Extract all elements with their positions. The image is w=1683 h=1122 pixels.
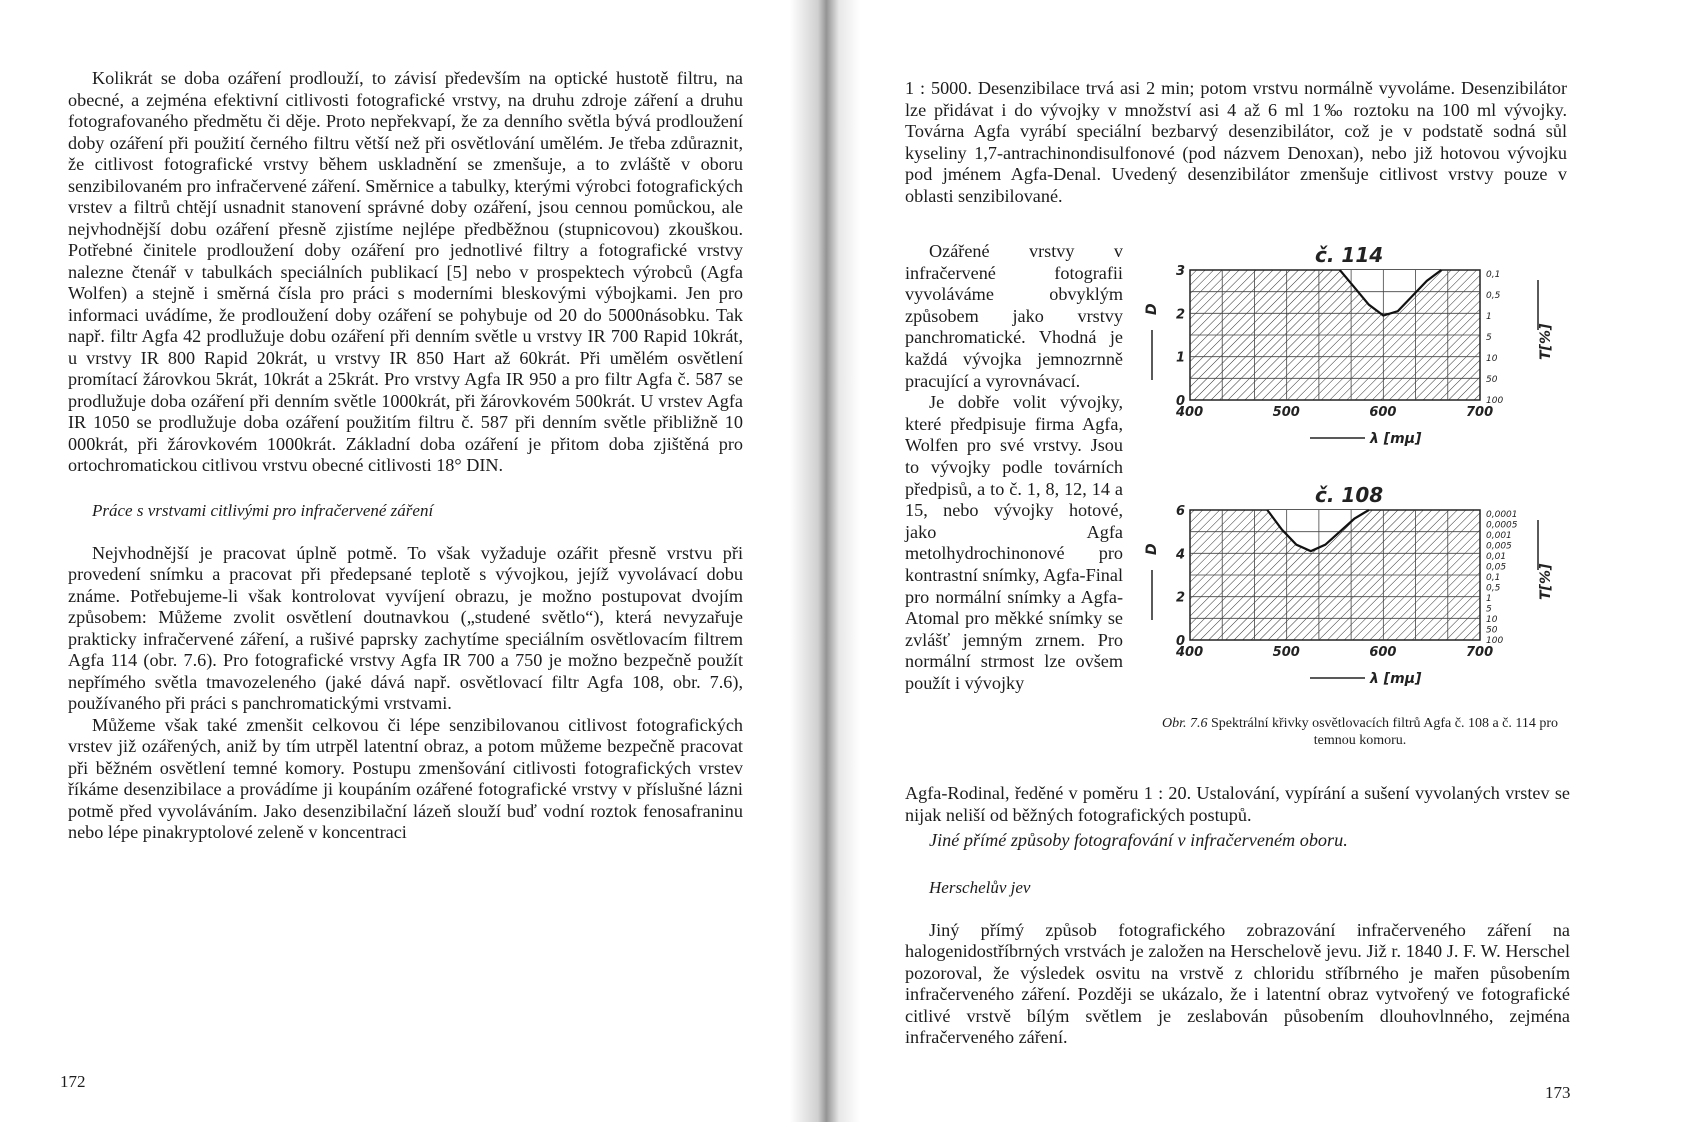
right-tick-label: 0,01 [1486,552,1507,562]
chart-title: č. 108 [1315,483,1384,507]
figure-caption [1140,715,1580,749]
right-page-number: 173 [1545,1083,1571,1102]
y-axis-label: D [1144,303,1160,315]
left-section-heading: Práce s vrstvami citlivými pro infračervené záření [92,500,434,520]
figure-caption-text: Spektrální křivky osvětlovacích filtrů Agfa č. 108 a č. 114 pro temnou komoru. [1210,716,1559,748]
right-wrap-paragraph-1: Ozářené vrstvy v infračervené fotografii vyvoláváme obvyklým způsobem jako vrstvy panchromatické. Vhodná je každá vývojka jemnozrnně pracující a vyrovnávací. [905,241,1123,391]
right-last-paragraph: Jiný přímý způsob fotografického zobrazování infračerveného záření na halogenidostříbrných vrstvách je založen na Herschelově jevu. Již r. 1840 J. F. W. Herschel pozoroval, že výsledek osvitu na vrstvě z chloridu stříbrného je mařen působením infračerveného záření. Později se ukázalo, že i latentní obraz vytvořený ve fotografické citlivé vrstvě bílým světlem je zeslabován působením dlouhovlnného, zejména infračerveného záření. [905,919,1570,1047]
right-tick-label: 5 [1486,604,1492,615]
chart-114 [1144,243,1554,447]
x-tick-label: 700 [1466,405,1494,420]
right-tick-label: 100 [1486,396,1504,406]
y-tick-label: 2 [1176,307,1186,323]
y-tick-label: 4 [1176,547,1186,563]
y-tick-label: 2 [1176,590,1186,606]
book-gutter [790,0,860,1122]
x-tick-label: 500 [1272,645,1300,660]
right-tick-label: 0,0005 [1486,520,1518,531]
left-paragraph-3: Můžeme však také zmenšit celkovou či lépe senzibilovanou citlivost fotografických vrstev již ozářených, aniž by tím utrpěl latentní obraz, a potom můžeme bezpečně pracovat při běžném osvětlení temné komory. Postupu zmenšování citlivosti fotografických vrstev říkáme desenzibilace a provádíme ji koupáním ozářené fotografické vrstvy v příslušné lázni potmě před vyvoláváním. Jako desenzibilační lázeň slouží buď vodní roztok fenosafraninu nebo lépe pinakryptolové zeleně v koncentraci [68,714,743,842]
y-tick-label: 3 [1176,264,1186,279]
right-tick-label: 0,5 [1486,291,1501,301]
y-tick-label: 0 [1176,634,1186,649]
x-tick-label: 600 [1369,645,1397,660]
right-tick-label: 0,1 [1486,270,1501,280]
y-tick-label: 1 [1176,350,1186,366]
right-wrap-paragraph-2: Je dobře volit vývojky, které předpisuje firma Agfa, Wolfen pro své vrstvy. Jsou to vývojky podle továrních předpisů, a to č. 1, 8, 12, 14 a 15, nebo vývojky hotové, jako Agfa metolhydrochinonové pro kontrastní snímky, Agfa-Final pro normální snímky a Agfa-Atomal pro měkké snímky se zvlášť jemným zrnem. Pro normální strmost lze ovšem použít i vývojky [905,392,1123,693]
right-tick-label: 0,1 [1486,573,1501,583]
y-axis-label: D [1144,543,1160,555]
right-axis-label: T[%] [1538,563,1554,600]
right-tick-label: 1 [1486,594,1492,604]
chart-108 [1144,483,1554,687]
right-axis-label: T[%] [1538,323,1554,360]
right-tick-label: 100 [1486,636,1504,646]
x-axis-label: λ [mμ] [1370,671,1422,687]
right-tick-label: 5 [1486,333,1492,343]
y-tick-label: 6 [1176,504,1186,519]
right-lead-paragraph: 1 : 5000. Desenzibilace trvá asi 2 min; potom vrstvu normálně vyvoláme. Desenzibilátor lze přidávat i do vývojky v množství asi 4 až 6 ml 1‰ roztoku na 100 ml vývojky. Továrna Agfa vyrábí speciální bezbarvý desenzibilátor, což je v podstatě sodná sůl kyseliny 1,7-antrachinondisulfonové (pod názvem Denoxan), nebo již hotovou vývojku pod jménem Agfa-Denal. Uvedený desenzibilátor zmenšuje citlivost vrstvy pouze v oblasti senzibilované. [905,78,1567,206]
spectral-curves-figure [1144,240,1580,720]
right-tail-paragraph: Agfa-Rodinal, ředěné v poměru 1 : 20. Ustalování, vypírání a sušení vyvolaných vrstev se nijak neliší od běžných fotografických postupů. [905,783,1570,825]
x-tick-label: 400 [1176,645,1204,660]
x-tick-label: 500 [1272,405,1300,420]
x-tick-label: 600 [1369,405,1397,420]
right-tick-label: 0,05 [1486,562,1507,573]
left-page-number: 172 [60,1072,86,1091]
right-tick-label: 50 [1486,625,1498,636]
right-tick-label: 0,5 [1486,583,1501,594]
chart-title: č. 114 [1315,243,1384,267]
right-tick-label: 0,001 [1486,531,1512,541]
y-tick-label: 0 [1176,394,1186,409]
right-tick-label: 0,0001 [1486,510,1518,520]
right-page [905,78,1575,207]
left-paragraph-2: Nejvhodnější je pracovat úplně potmě. To však vyžaduje ozářit přesně vrstvu při provedení snímku a pracovat při předepsané teplotě s vývojkou, jejíž vyvolávací dobu známe. Potřebujeme-li však kontrolovat vyvíjení obrazu, je možno postupovat dvojím způsobem: Můžeme zvolit osvětlení doutnavkou („studené světlo“), která nevyzařuje prakticky infračervené záření, a rušivé paprsky zachytíme speciálním osvětlovacím filtrem Agfa 114 (obr. 7.6). Pro fotografické vrstvy Agfa IR 700 a 750 je možno bezpečně použít nepřímého světla tmavozeleného (jaké dává např. osvětlovací filtr Agfa 108, obr. 7.6), používaného při práci s panchromatickými vrstvami. [68,542,743,713]
right-wrap-column [905,241,1123,694]
x-axis-label: λ [mμ] [1370,431,1422,447]
right-tick-label: 10 [1486,615,1498,625]
x-tick-label: 400 [1176,405,1204,420]
right-italic-line: Jiné přímé způsoby fotografování v infračerveném oboru. [929,830,1348,850]
right-section-heading: Herschelův jev [929,877,1031,897]
right-tick-label: 50 [1486,375,1498,385]
figure-caption-label: Obr. 7.6 [1161,716,1208,731]
left-page [68,68,743,844]
right-tail [905,783,1570,1049]
right-tick-label: 10 [1486,354,1498,364]
x-tick-label: 700 [1466,645,1494,660]
right-tick-label: 0,005 [1486,541,1512,552]
right-tick-label: 1 [1486,312,1492,322]
figure-7-6 [1144,240,1580,740]
left-paragraph-1: Kolikrát se doba ozáření prodlouží, to závisí především na optické hustotě filtru, na obecné, a zejména efektivní citlivosti fotografické vrstvy, na druhu zdroje záření a druhu fotografovaného předmětu či děje. Proto nepřekvapí, že za denního světla bývá prodloužení doby ozáření při použití černého filtru větší než při osvětlování umělém. Je třeba zdůraznit, že citlivost fotografické vrstvy během uskladnění se zmenšuje, a to zvláště v oboru senzibilovaném pro infračervené záření. Směrnice a tabulky, kterými výrobci fotografických vrstev a filtrů chtějí usnadnit stanovení správné doby ozáření, jsou cennou pomůckou, ale nejvhodnější dobu ozáření přesně zjistíme nejlépe předběžnou (stupnicovou) zkouškou. Potřebné činitele prodloužení doby ozáření pro jednotlivé filtry a fotografické vrstvy nalezne čtenář v tabulkách speciálních publikací [5] nebo v prospektech výrobců (Agfa Wolfen) a stejně i směrná čísla pro práci s moderními bleskovými výbojkami. Jen pro informaci uvádíme, že prodloužení doby ozáření se pohybuje od 20 do 5000násobku. Tak např. filtr Agfa 42 prodlužuje dobu ozáření při denním světle u vrstvy IR 700 Rapid 10krát, u vrstvy IR 800 Rapid 20krát, u vrstvy IR 850 Hart až 60krát. Při umělém osvětlení promítací žárovkou 5krát, 10krát a 25krát. Pro vrstvy Agfa IR 950 a pro filtr Agfa č. 587 se prodlužuje doba ozáření při denním světle 1000krát, při žárovkovém 500krát. U vrstev Agfa IR 1050 se prodlužuje doba ozáření použitím filtru č. 587 při denním světle přibližně 10 000krát, při žárovkovém 1000krát. Základní doba ozáření je přitom doba zjištěná pro ortochromatickou citlivou vrstvu obecné citlivosti 18° DIN. [68,68,743,475]
